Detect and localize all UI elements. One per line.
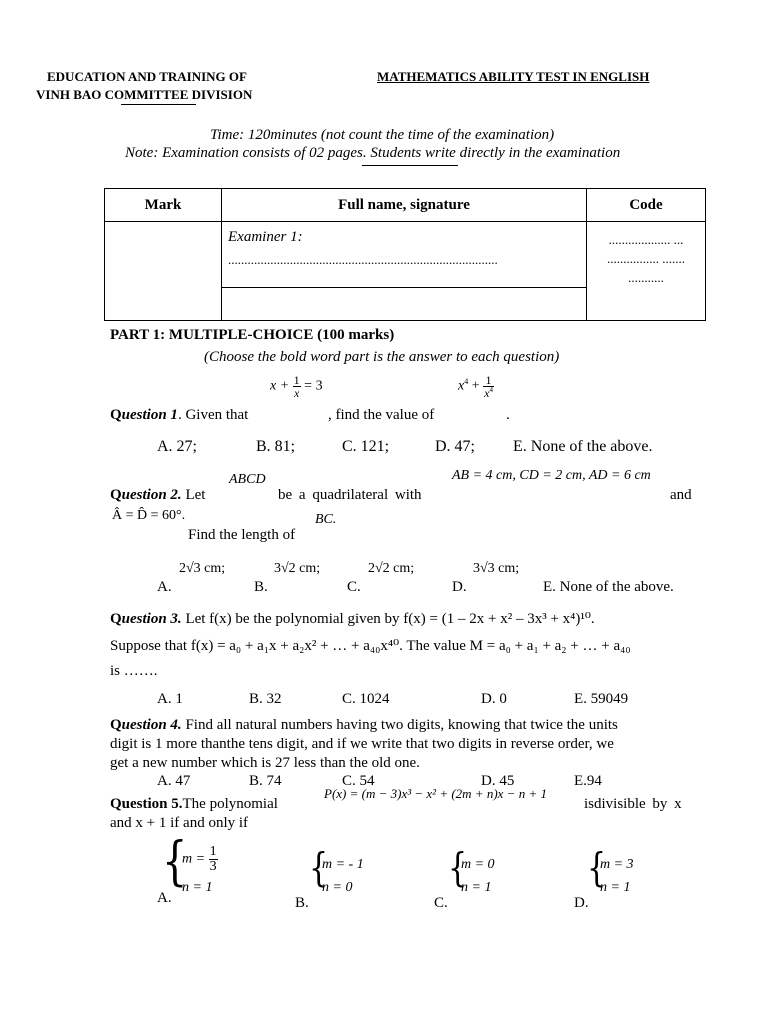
q5-b-brace: { [309,846,329,892]
q2-lengths: AB = 4 cm, CD = 2 cm, AD = 6 cm [452,468,651,483]
q5-b-n: n = 0 [322,880,353,895]
q5-a-brace: { [162,832,188,892]
q2-abcd: ABCD [229,472,266,487]
q4-option-c: C. 54 [342,773,375,789]
code-line-1: ................... ... [608,232,684,247]
q1-option-e: E. None of the above. [513,438,653,455]
q5-a-n: n = 1 [182,880,213,895]
q5-option-d: D. [574,895,589,911]
q2-option-a: A. [157,579,172,595]
mark-cell [105,222,222,321]
col-mark: Mark [105,189,222,222]
q1-given-expression: x + $\frac{1}{x}$ = 3 [270,373,323,400]
q4-line1: Question 4. Find all natural numbers having two digits, knowing that twice the units [110,717,618,733]
part1-instruction: (Choose the bold word part is the answer to each question) [204,349,560,365]
q4-line2: digit is 1 more thanthe tens digit, and if we write that two digits in reverse order, we [110,736,614,752]
q2-option-b: B. [254,579,268,595]
code-line-3: ........... [628,270,664,285]
q5-option-a: A. [157,890,172,906]
q5-c-brace: { [448,846,468,892]
q1-option-b: B. 81; [256,438,296,455]
q4-option-d: D. 45 [481,773,515,789]
col-full-name: Full name, signature [222,189,587,222]
q2-value-b: 3√2 cm; [274,561,321,576]
q2-bc: BC. [315,512,337,527]
signature-cell [222,288,587,321]
q5-line1: Question 5.The polynomial [110,796,278,812]
q1-option-d: D. 47; [435,438,475,455]
q1-text: Question 1. Given that [110,407,249,423]
score-table [104,188,706,321]
q2-find-text: Find the length of [188,527,296,543]
q5-c-m: m = 0 [461,857,495,872]
examiner-dots: ................................................................................... [228,252,498,267]
q3-option-a: A. 1 [157,691,183,707]
time-line: Time: 120minutes (not count the time of the examination) [210,127,555,143]
q5-line2: and x + 1 if and only if [110,815,249,831]
q5-d-m: m = 3 [600,857,634,872]
q2-value-a: 2√3 cm; [179,561,226,576]
header-left-line1: EDUCATION AND TRAINING OF [47,69,247,84]
q5-d-brace: { [587,846,607,892]
q3-option-e: E. 59049 [574,691,629,707]
header-underline [121,104,196,105]
q2-text: Question 2. Let [110,487,206,503]
examiner-label: Examiner 1: [228,229,303,245]
q1-find-expression: $x^4$ + $\frac{1}{x^4}$ [458,373,493,400]
part1-title: PART 1: MULTIPLE-CHOICE (100 marks) [110,327,395,343]
q5-c-n: n = 1 [461,880,492,895]
header-right-title: MATHEMATICS ABILITY TEST IN ENGLISH [377,69,650,84]
q1-option-c: C. 121; [342,438,390,455]
q3-option-b: B. 32 [249,691,282,707]
q4-option-e: E.94 [574,773,602,789]
code-line-2: ................ ....... [607,251,685,266]
q2-option-e: E. None of the above. [543,579,674,595]
q5-b-m: m = - 1 [322,857,364,872]
q5-polynomial: P(x) = (m − 3)x³ − x² + (2m + n)x − n + 1 [324,786,547,801]
q4-option-a: A. 47 [157,773,191,789]
q5-a-m: m = $\frac{1}{3}$ [182,844,217,874]
q2-angles: Â = D̂ = 60°. [112,508,186,523]
col-code: Code [587,189,706,222]
q5-text-b: isdivisible by x [584,796,682,812]
q1-option-a: A. 27; [157,438,197,455]
q5-d-n: n = 1 [600,880,631,895]
q2-value-c: 2√2 cm; [368,561,415,576]
header-left-line2: VINH BAO COMMITTEE DIVISION [36,87,253,102]
q2-value-d: 3√3 cm; [473,561,520,576]
q4-line3: get a new number which is 27 less than the old one. [110,755,420,771]
note-underline [362,165,458,166]
q2-option-c: C. [347,579,361,595]
q5-option-b: B. [295,895,309,911]
q2-option-d: D. [452,579,467,595]
q3-line3: is ……. [110,663,158,679]
q3-option-c: C. 1024 [342,691,390,707]
q2-text-and: and [670,487,692,503]
q4-option-b: B. 74 [249,773,282,789]
q1-text-b: , find the value of [328,407,435,423]
q5-option-c: C. [434,895,448,911]
q3-line1: Question 3. Let f(x) be the polynomial given by f(x) = (1 – 2x + x² – 3x³ + x⁴)¹⁰. [110,611,595,627]
q2-text-be: be a quadrilateral with [278,487,422,503]
code-cell [587,222,706,321]
q1-text-c: . [506,407,510,423]
q3-line2: Suppose that f(x) = a₀ + a₁x + a₂x² + … + a₄₀x⁴⁰. The value M = a₀ + a₁ + a₂ + … + a₄₀ [110,638,631,654]
note-line: Note: Examination consists of 02 pages. Students write directly in the examination [125,145,621,161]
examiner-cell [222,222,587,288]
q3-option-d: D. 0 [481,691,507,707]
